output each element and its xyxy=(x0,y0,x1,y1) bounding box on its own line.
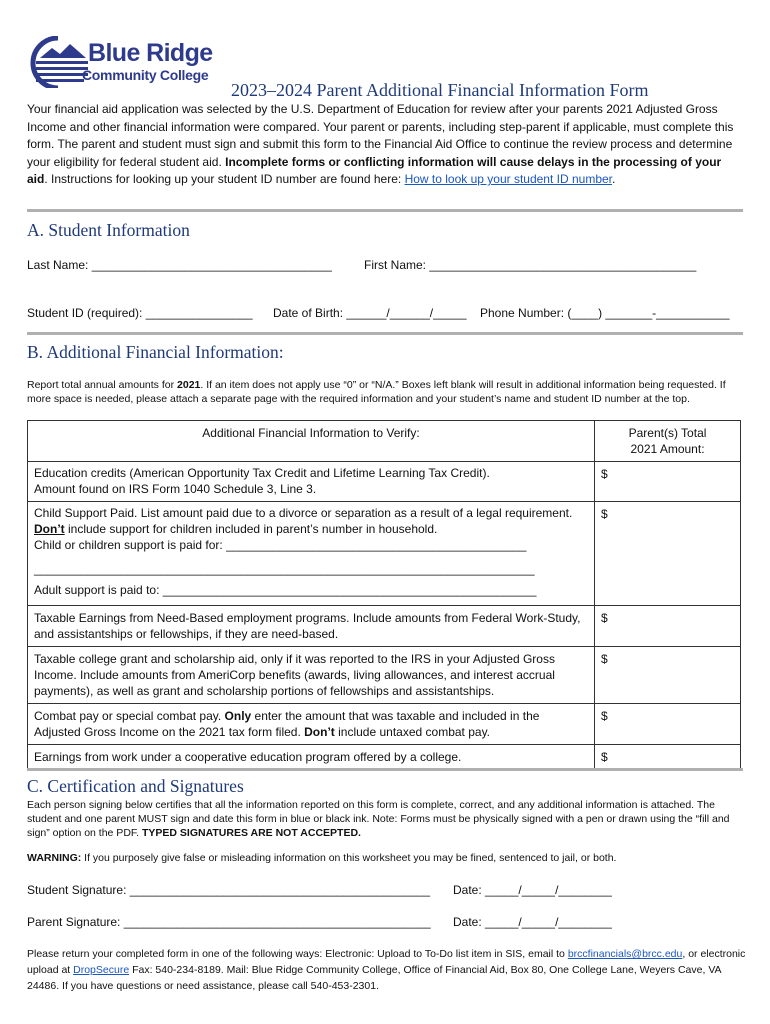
note-pre: Report total annual amounts for xyxy=(27,379,175,391)
dropsecure-link[interactable]: DropSecure xyxy=(73,964,130,976)
phone-number-field[interactable]: Phone Number: (____) _______-___________ xyxy=(480,306,730,320)
row-text: Education credits (American Opportunity Tax Credit and Lifetime Learning Tax Credit). xyxy=(34,466,490,480)
only-bold: Only xyxy=(224,709,252,723)
dont-bold: Don’t xyxy=(304,725,335,739)
logo-text-community-college: Community College xyxy=(82,67,209,83)
amount-education-credits[interactable] xyxy=(595,462,741,502)
table-row xyxy=(28,745,741,770)
row-college-grant: Taxable college grant and scholarship aid, only if it was reported to the IRS in your Adjusted Gross Income. Include amounts from AmeriCorp benefits (awards, living allowances, and interest accrual payments), as well as grant and scholarship portions of fellowships and assistantships. xyxy=(28,647,595,704)
adult-support-line[interactable]: Adult support is paid to: ________________________________________________________ xyxy=(34,583,537,597)
last-name-field[interactable]: Last Name: ____________________________________ xyxy=(27,258,332,272)
student-id-lookup-link[interactable]: How to look up your student ID number xyxy=(404,172,613,187)
section-b-instructions xyxy=(27,378,747,406)
combat-text-3: include untaxed combat pay. xyxy=(334,725,491,739)
table-row xyxy=(28,704,741,745)
amount-need-based-earnings[interactable] xyxy=(595,606,741,647)
row-coop-earnings: Earnings from work under a cooperative education program offered by a college. xyxy=(28,745,595,770)
email-link[interactable]: brccfinancials@brcc.edu xyxy=(567,948,683,960)
date-of-birth-field[interactable]: Date of Birth: ______/______/_____ xyxy=(273,306,467,320)
logo-text-blue-ridge: Blue Ridge xyxy=(88,39,213,67)
return-instructions xyxy=(27,946,747,994)
combat-text: Combat pay or special combat pay. xyxy=(34,709,225,723)
col-header-amount-line2: 2021 Amount: xyxy=(630,442,705,456)
student-date-line[interactable]: Date: _____/_____/________ xyxy=(453,883,612,897)
section-b-heading: B. Additional Financial Information: xyxy=(27,342,284,362)
intro-paragraph xyxy=(27,101,742,189)
student-signature-line[interactable]: Student Signature: _____________________________________________ xyxy=(27,883,431,897)
certification-text xyxy=(27,798,747,840)
intro-end: . xyxy=(612,172,616,187)
return-text-3: Fax: 540-234-8189. Mail: Blue Ridge Community College, Office of Financial Aid, Box 80, One College Lane, Weyers Cave, VA 24486. If you have questions or need assistance, please call 540-453-2301. xyxy=(27,964,721,992)
row-need-based-earnings: Taxable Earnings from Need-Based employment programs. Include amounts from Federal Work-Study, and assistantships or fellowships, if they are need-based. xyxy=(28,606,595,647)
section-divider xyxy=(27,209,743,212)
table-header-row xyxy=(28,421,741,462)
child-support-text: Child Support Paid. List amount paid due to a divorce or separation as a result of a legal requirement. xyxy=(34,506,573,520)
college-logo xyxy=(30,36,230,92)
row-child-support xyxy=(28,502,595,606)
table-row xyxy=(28,462,741,502)
row-combat-pay xyxy=(28,704,595,745)
dollar-sign: $ xyxy=(601,467,608,481)
dollar-sign: $ xyxy=(601,507,608,521)
table-row xyxy=(28,606,741,647)
combat-text-2: enter the amount that was taxable and included in the Adjusted Gross Income on the 2021 tax form filed. xyxy=(34,709,540,739)
child-support-paid-for-line[interactable]: Child or children support is paid for: _____________________________________________ xyxy=(34,538,527,552)
note-post: . If an item does not apply use “0” or “N/A.” Boxes left blank will result in additional information being requested. If more space is needed, please attach a separate page with the required information and your student’s name and student ID number at the top. xyxy=(27,379,726,405)
col-header-amount xyxy=(595,421,741,462)
intro-instructions: . Instructions for looking up your student ID number are found here: xyxy=(44,172,402,187)
amount-college-grant[interactable] xyxy=(595,647,741,704)
typed-signatures-warning: TYPED SIGNATURES ARE NOT ACCEPTED. xyxy=(142,827,361,839)
row-text xyxy=(34,505,588,537)
section-divider xyxy=(27,332,743,335)
warning-line xyxy=(27,852,616,864)
amount-combat-pay[interactable] xyxy=(595,704,741,745)
student-id-field[interactable]: Student ID (required): ________________ xyxy=(27,306,253,320)
child-support-extra-line[interactable]: ___________________________________________________________________________ xyxy=(34,562,535,576)
warning-label: WARNING: xyxy=(27,852,82,864)
warning-text: If you purposely give false or misleading information on this worksheet you may be fined, sentenced to jail, or both. xyxy=(81,852,617,864)
note-year: 2021 xyxy=(177,379,201,391)
certification-body: Each person signing below certifies that all the information reported on this form is complete, correct, and any additional information is attached. The student and one parent MUST sign and date this form in blue or black ink. Note: Forms must be physically signed with a pen or drawn using the “fill and sign” option on the PDF. xyxy=(27,799,730,839)
row-education-credits xyxy=(28,462,595,502)
amount-child-support[interactable] xyxy=(595,502,741,606)
dollar-sign: $ xyxy=(601,611,608,625)
parent-date-line[interactable]: Date: _____/_____/________ xyxy=(453,915,612,929)
first-name-field[interactable]: First Name: ________________________________________ xyxy=(364,258,697,272)
return-text: Please return your completed form in one of the following ways: Electronic: Upload to To-Do list item in SIS, email to xyxy=(27,948,568,960)
row-text: Amount found on IRS Form 1040 Schedule 3, Line 3. xyxy=(34,482,317,496)
section-divider xyxy=(27,768,743,771)
intro-warning-bold: Incomplete forms or conflicting information will cause delays in the processing of your aid xyxy=(27,154,722,187)
section-a-heading: A. Student Information xyxy=(27,220,190,240)
col-header-amount-line1: Parent(s) Total xyxy=(628,426,707,440)
financial-info-table xyxy=(27,420,741,770)
dollar-sign: $ xyxy=(601,652,608,666)
child-support-text-2: include support for children included in parent’s number in household. xyxy=(64,522,438,536)
dont-bold: Don’t xyxy=(34,522,65,536)
section-c-heading: C. Certification and Signatures xyxy=(27,776,244,796)
intro-text: Your financial aid application was selected by the U.S. Department of Education for review after your parents 2021 Adjusted Gross Income and other financial information were compared. Your parent or parents, including step-parent if applicable, must complete this form. The parent and student must sign and submit this form to the Financial Aid Office to continue the review process and determine your eligibility for federal student aid. xyxy=(27,102,734,169)
table-row xyxy=(28,502,741,606)
dollar-sign: $ xyxy=(601,709,608,723)
dollar-sign: $ xyxy=(601,750,608,764)
table-row xyxy=(28,647,741,704)
col-header-info: Additional Financial Information to Verify: xyxy=(28,421,595,462)
form-title: 2023–2024 Parent Additional Financial Information Form xyxy=(231,80,649,100)
amount-coop-earnings[interactable] xyxy=(595,745,741,770)
return-text-2: , or electronic upload at xyxy=(27,948,746,976)
parent-signature-line[interactable]: Parent Signature: ______________________________________________ xyxy=(27,915,431,929)
